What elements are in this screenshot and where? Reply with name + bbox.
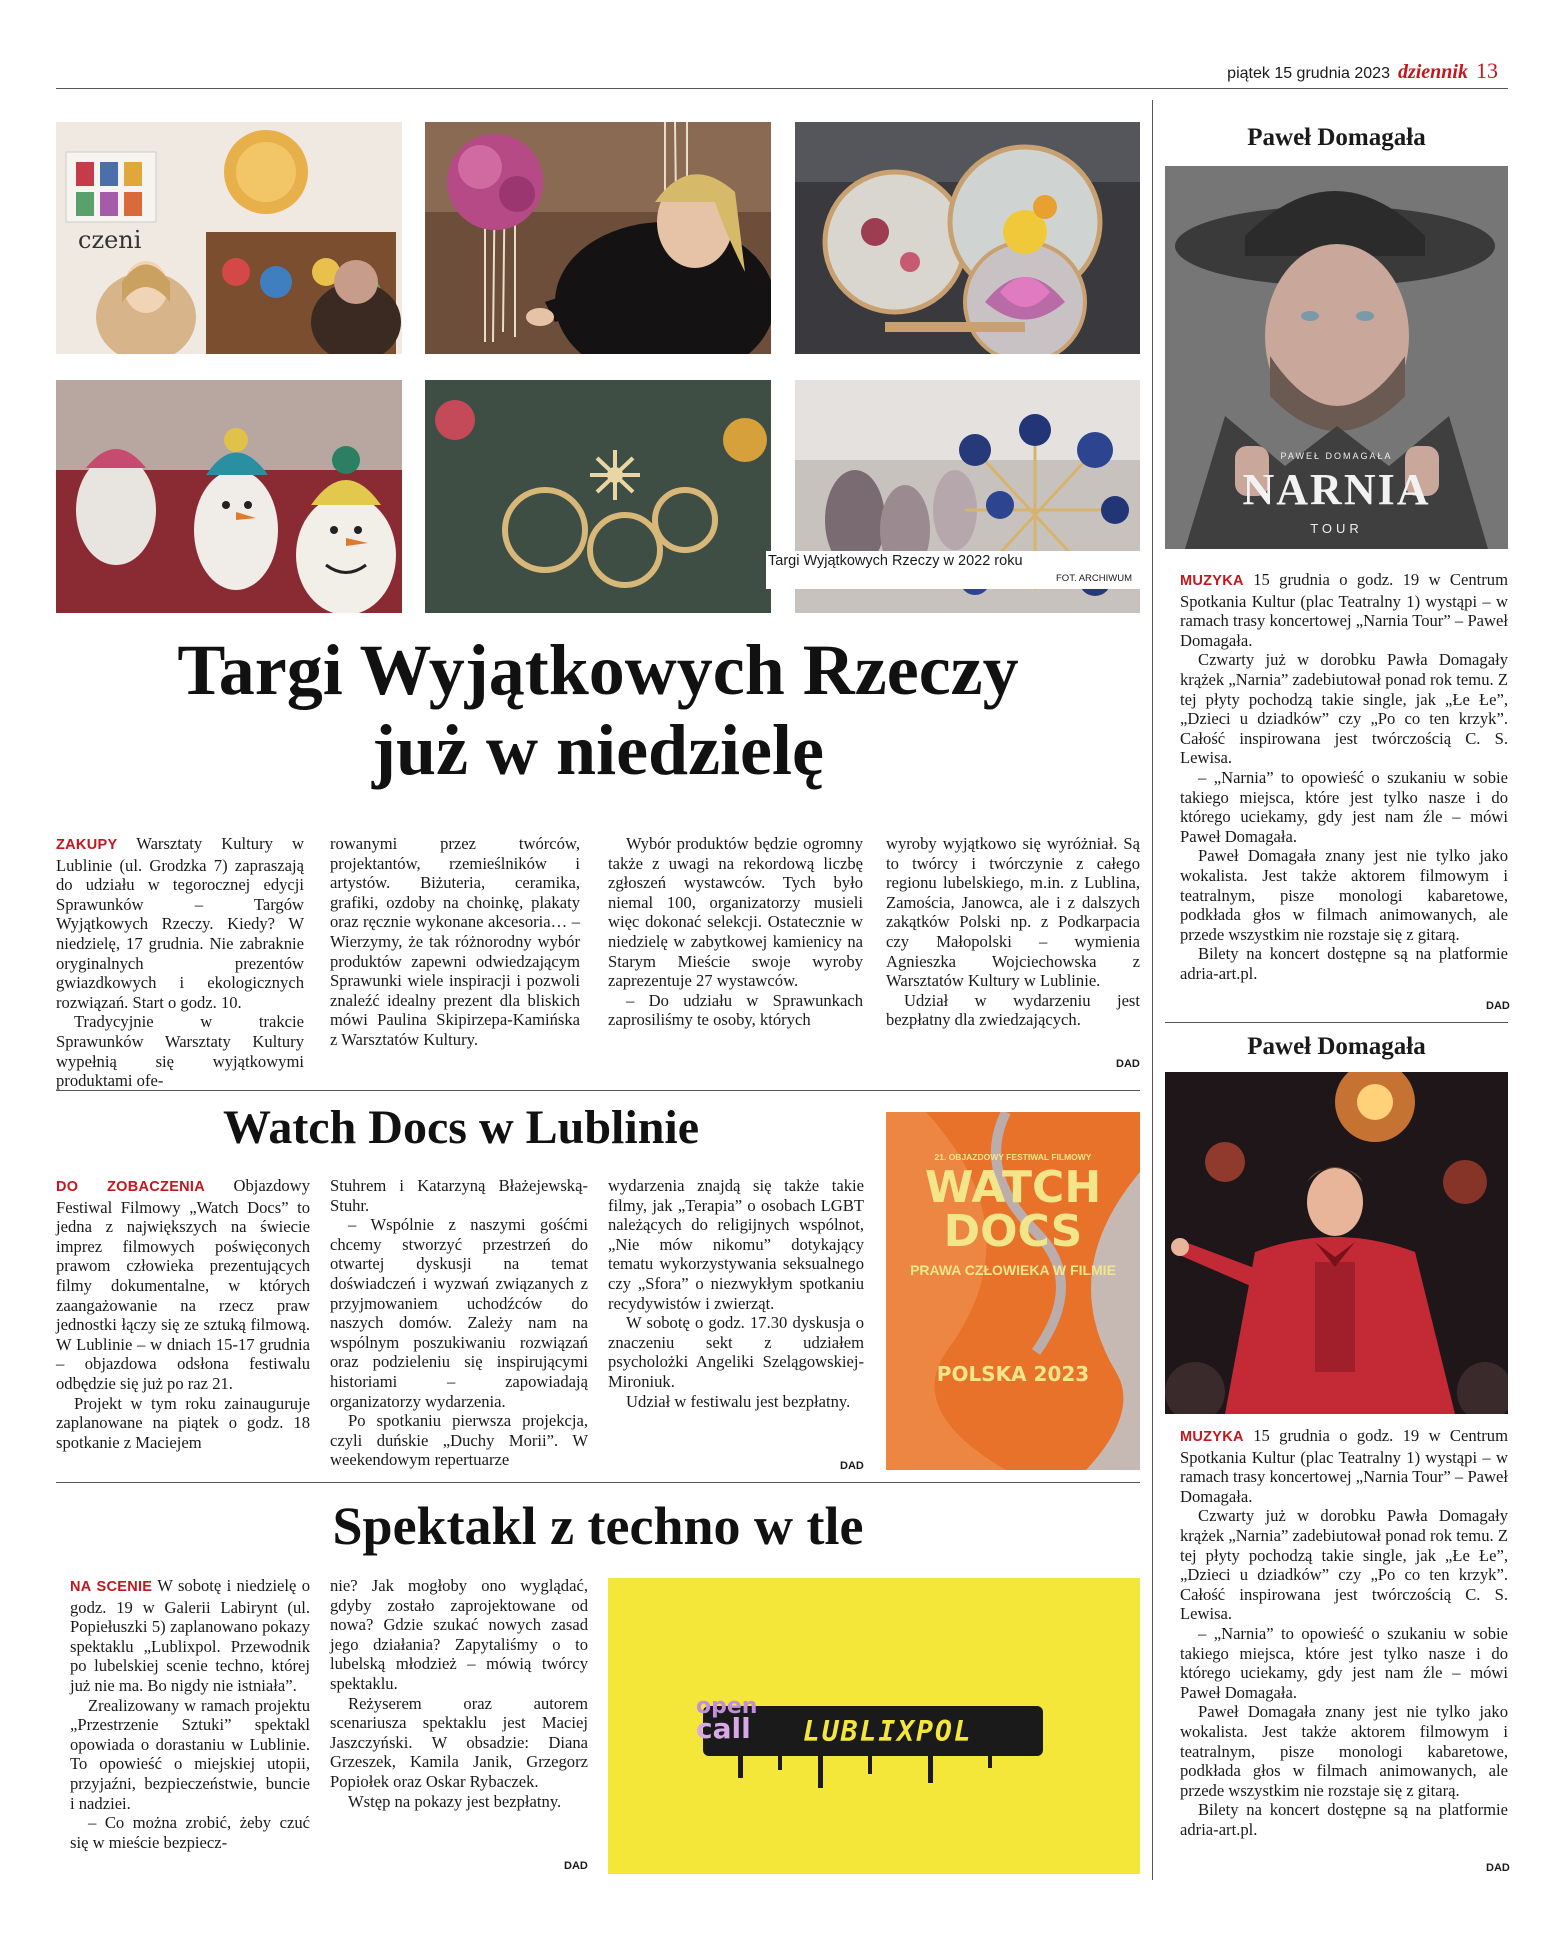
article1-col4 — [886, 834, 1140, 1030]
article1-para: – Do udziału w Sprawunkach zaprosiliśmy te osoby, których — [608, 990, 863, 1030]
article3-headline: Spektakl z techno w tle — [332, 1496, 864, 1556]
sidebar1-para: – „Narnia” to opowieść o szukaniu w sobie takiego miejsca, które jest tylko nasze i do którego uciekamy, gdy jest nam źle – mówi Paweł Domagała. — [1180, 767, 1508, 846]
article2-para: Po spotkaniu pierwsza projekcja, czyli duńskie „Duchy Morii”. W weekendowym repertuarze — [330, 1411, 588, 1470]
sidebar1-para: Czwarty już w dorobku Pawła Domagały krążek „Narnia” zadebiutował ponad rok temu. Z tej płyty pochodzą takie single, jak „Łe Łe”, „Dzieci u dziadków” czy „Po co ten krzyk”. Całość inspirowana jest twórczością C. S. Lewisa. — [1180, 650, 1508, 768]
sidebar2-para: Bilety na koncert dostępne są na platformie adria-art.pl. — [1180, 1800, 1508, 1839]
article1-para: Wybór produktów będzie ogromny także z uwagi na rekordową liczbę zgłoszeń wystawców. Tych było niemal 100, organizatorzy musieli więc dokonać selekcji. Ostatecznie w niedzielę w zabytkowej kamienicy na Starym Mieście swoje wyroby zaprezentuje 27 wystawców. — [608, 834, 863, 991]
sidebar1-title: Paweł Domagała — [1247, 124, 1426, 151]
photo-ornaments-art — [425, 380, 771, 613]
article2-signature: DAD — [840, 1460, 864, 1472]
article1-title-line2: już w niedzielę — [372, 710, 824, 790]
article2-kicker: DO ZOBACZENIA — [56, 1179, 206, 1195]
article2-para: Stuhrem i Katarzyną Błażejewską-Stuhr. — [330, 1176, 588, 1215]
page-number: 13 — [1476, 58, 1498, 83]
header-date: piątek 15 grudnia 2023 — [1227, 65, 1390, 82]
sidebar2-para: – „Narnia” to opowieść o szukaniu w sobie takiego miejsca, które jest tylko nasze i do którego uciekamy, gdy jest nam źle – mówi Paweł Domagała. — [1180, 1623, 1508, 1702]
article3-kicker: NA SCENIE — [70, 1579, 153, 1595]
sidebar2-para — [1180, 1426, 1508, 1506]
article3-para — [70, 1576, 310, 1696]
article2-col1 — [56, 1176, 310, 1452]
article1-para: Udział w wydarzeniu jest bezpłatny dla zwiedzających. — [886, 990, 1140, 1030]
watch-docs-poster — [886, 1112, 1140, 1470]
photo-caption: Targi Wyjątkowych Rzeczy w 2022 roku — [768, 553, 1023, 569]
narnia-poster-name: PAWEŁ DOMAGAŁA — [1280, 451, 1393, 461]
photo-credit: FOT. ARCHIWUM — [1056, 573, 1132, 584]
article2-para: W sobotę o godz. 17.30 dyskusja o znaczeniu sekt z udziałem psycholożki Angeliki Szelągowskiej-Mironiuk. — [608, 1313, 864, 1391]
photo-caption-box — [766, 551, 1140, 589]
article2-para: Udział w festiwalu jest bezpłatny. — [626, 1391, 851, 1411]
photo-macrame-art — [425, 122, 771, 354]
article2-col3 — [608, 1176, 864, 1411]
article1-col2 — [330, 834, 580, 1050]
poster-top-text: 21. OBJAZDOWY FESTIWAL FILMOWY — [934, 1152, 1092, 1162]
lublixpol-graphic — [608, 1578, 1140, 1874]
article2-para — [56, 1176, 310, 1394]
article1-kicker: ZAKUPY — [56, 837, 118, 853]
article3-para: – Co można zrobić, żeby czuć się w mieście bezpiecz- — [70, 1813, 310, 1852]
article2-rule — [56, 1482, 1140, 1483]
article2-text: Objazdowy Festiwal Filmowy „Watch Docs” to jedna z największych na świecie imprez filmowych poświęconych prawom człowieka prezentujących filmy dokumentalne, w których zaangażowanie na rzecz praw jednostki łączy się ze sztuką filmową. W Lublinie – w dniach 15-17 grudnia – objazdowa odsłona festiwalu odbędzie się już po raz 21. — [56, 1176, 310, 1393]
graphic-open-text: open — [696, 1694, 758, 1719]
article3-col1 — [70, 1576, 310, 1852]
sidebar2-text-run: 15 grudnia o godz. 19 w Centrum Spotkania Kultur (plac Teatralny 1) wystąpi – w ramach trasy koncertowej „Narnia Tour” – Paweł Domagała. — [1180, 1426, 1508, 1506]
photo-market-stall-art — [56, 122, 402, 354]
poster-title — [886, 1162, 1140, 1257]
header-rule — [56, 88, 1508, 89]
sidebar1-para — [1180, 570, 1508, 650]
sidebar1-signature: DAD — [1486, 1000, 1510, 1012]
page-header — [1227, 58, 1498, 84]
sidebar2-kicker: MUZYKA — [1180, 1429, 1244, 1445]
dziennik-logo: dziennik — [1397, 61, 1468, 83]
article2-para: wydarzenia znajdą się także takie filmy, jak „Terapia” o osobach LGBT należących do religijnych wspólnot, „Nie mów nikomu” dotykający tematu wykorzystywania seksualnego czy „Sfora” o niezwykłym spotkaniu recydywistów i zwierząt. — [608, 1176, 864, 1313]
photo-macrame-woman — [425, 122, 771, 354]
shop-sign: czeni — [78, 226, 142, 254]
article3-signature: DAD — [564, 1860, 588, 1872]
article3-text: W sobotę i niedzielę o godz. 19 w Galerii Labirynt (ul. Popiełuszki 5) zaplanowano pokazy spektaklu „Lublixpol. Przewodnik po lubelskiej scenie techno, której już nie ma. Bo nigdy nie istniała”. — [70, 1576, 310, 1695]
concert-photo-art — [1165, 1072, 1508, 1414]
sidebar2-para: Czwarty już w dorobku Pawła Domagały krążek „Narnia” zadebiutował ponad rok temu. Z tej płyty pochodzą takie single, jak „Łe Łe”, „Dzieci u dziadków” czy „Po co ten krzyk”. Całość inspirowana jest twórczością C. S. Lewisa. — [1180, 1506, 1508, 1624]
photo-straw-ornaments — [425, 380, 771, 613]
article3-para: Wstęp na pokazy jest bezpłatny. — [348, 1791, 562, 1811]
article1-col3 — [608, 834, 863, 1030]
graphic-logo: LUBLIXPOL — [803, 1715, 973, 1748]
sidebar-rule — [1165, 1022, 1508, 1023]
photo-market-stall — [56, 122, 402, 354]
article1-signature: DAD — [1116, 1058, 1140, 1070]
sidebar1-text — [1180, 570, 1508, 983]
sidebar2-text — [1180, 1426, 1508, 1839]
article1-para — [56, 834, 304, 1012]
photo-pressed-flowers — [795, 122, 1140, 354]
photo-knitted-snowmen — [56, 380, 402, 613]
poster-line1: WATCH — [924, 1162, 1102, 1213]
article1-para: rowanymi przez twórców, projektantów, rzemieślników i artystów. Biżuteria, ceramika, grafiki, ozdoby na choinkę, plakaty oraz ręcznie wykonane akcesoria… – Wierzymy, że tak różnorodny wybór produktów zapewni odwiedzającym Sprawunki wiele inspiracji i pozwoli znaleźć idealny prezent dla bliskich mówi Paulina Skipirzepa-Kamińska z Warsztatów Kultury. — [330, 834, 580, 1049]
article1-para: wyroby wyjątkowo się wyróżniał. Są to twórcy i twórczynie z całego regionu lubelskiego, m.in. z Lublina, Zamościa, Janowca, ale i z dalszych zakątków Polski np. z Podkarpacia czy Małopolski – wymienia Agnieszka Wojciechowska z Warsztatów Kultury w Lublinie. — [886, 834, 1140, 991]
sidebar-divider — [1152, 100, 1153, 1880]
poster-line2: DOCS — [943, 1206, 1083, 1257]
article3-para: Reżyserem oraz autorem scenariusza spektaklu jest Maciej Jaszczyński. W obsadzie: Diana Grzeszek, Kamila Janik, Grzegorz Popiołek oraz Oskar Rybaczek. — [330, 1693, 588, 1791]
article2-col2 — [330, 1176, 588, 1470]
article2-para: – Wspólnie z naszymi gośćmi chcemy stworzyć przestrzeń do otwartej dyskusji na temat doświadczeń i wyzwań związanych z przyjmowaniem uchodźców do naszych domów. Zależy nam na wspólnym poszukiwaniu rozwiązań oraz podzieleniu się inspirującymi historiami – zapowiadają organizatorzy wydarzenia. — [330, 1215, 588, 1411]
article1-col1 — [56, 834, 304, 1091]
graphic-open-call — [696, 1694, 758, 1745]
photo-flowers-art — [795, 122, 1140, 354]
sidebar2-concert-photo — [1165, 1072, 1508, 1414]
article2-headline: Watch Docs w Lublinie — [222, 1101, 700, 1154]
article2-para: Projekt w tym roku zainauguruje zaplanowane na piątek o godz. 18 spotkanie z Maciejem — [56, 1393, 310, 1452]
sidebar1-kicker: MUZYKA — [1180, 573, 1244, 589]
article3-col2 — [330, 1576, 588, 1811]
article3-para: Zrealizowany w ramach projektu „Przestrzenie Sztuki” spektakl opowiada o dorastaniu w Lublinie. To opowieść o miejskiej utopii, przyjaźni, bezpieczeństwie, buncie i nadziei. — [70, 1695, 310, 1813]
photo-snowmen-art — [56, 380, 402, 613]
article1-title-line1: Targi Wyjątkowych Rzeczy — [177, 630, 1019, 710]
poster-subtitle: PRAWA CZŁOWIEKA W FILMIE — [910, 1262, 1116, 1278]
article1-text: Warsztaty Kultury w Lublinie (ul. Grodzka 7) zapraszają do udziału w tegorocznej edycji Sprawunków – Targów Wyjątkowych Rzeczy. Kiedy? W niedzielę, 17 grudnia. Nie zabraknie oryginalnych prezentów gwiazdkowych i ekologicznych rozwiązań. Start o godz. 10. — [56, 834, 304, 1012]
sidebar1-text-run: 15 grudnia o godz. 19 w Centrum Spotkania Kultur (plac Teatralny 1) wystąpi – w ramach trasy koncertowej „Narnia Tour” – Paweł Domagała. — [1180, 570, 1508, 650]
article1-para: Tradycyjnie w trakcie Sprawunków Warsztaty Kultury wypełnią się wyjątkowymi produktami ofe- — [56, 1012, 304, 1091]
article1-rule — [56, 1090, 1140, 1091]
sidebar1-narnia-poster — [1165, 166, 1508, 549]
graphic-call-text: call — [696, 1712, 751, 1745]
sidebar2-para: Paweł Domagała znany jest nie tylko jako wokalista. Jest także aktorem filmowym i teatralnym, pisze monologi kabaretowe, podkłada głos w filmach animowanych, ale przede wszystkim nie rozstaje się z gitarą. — [1180, 1702, 1508, 1800]
sidebar1-para: Bilety na koncert dostępne są na platformie adria-art.pl. — [1180, 944, 1508, 983]
article1-headline — [56, 630, 1140, 790]
narnia-poster-title: NARNIA — [1242, 465, 1431, 514]
sidebar2-title: Paweł Domagała — [1247, 1033, 1426, 1060]
article3-para: nie? Jak mogłoby ono wyglądać, gdyby zostało zaprojektowane od nowa? Gdzie szukać nowych zasad jego działania? Zapytaliśmy o to lubelską młodzież – mówią twórcy spektaklu. — [330, 1576, 588, 1693]
sidebar2-signature: DAD — [1486, 1862, 1510, 1874]
sidebar1-para: Paweł Domagała znany jest nie tylko jako wokalista. Jest także aktorem filmowym i teatralnym, pisze monologi kabaretowe, podkłada głos w filmach animowanych, ale przede wszystkim nie rozstaje się z gitarą. — [1180, 846, 1508, 944]
poster-bottom: POLSKA 2023 — [936, 1362, 1090, 1386]
narnia-poster-sub: TOUR — [1310, 521, 1363, 536]
